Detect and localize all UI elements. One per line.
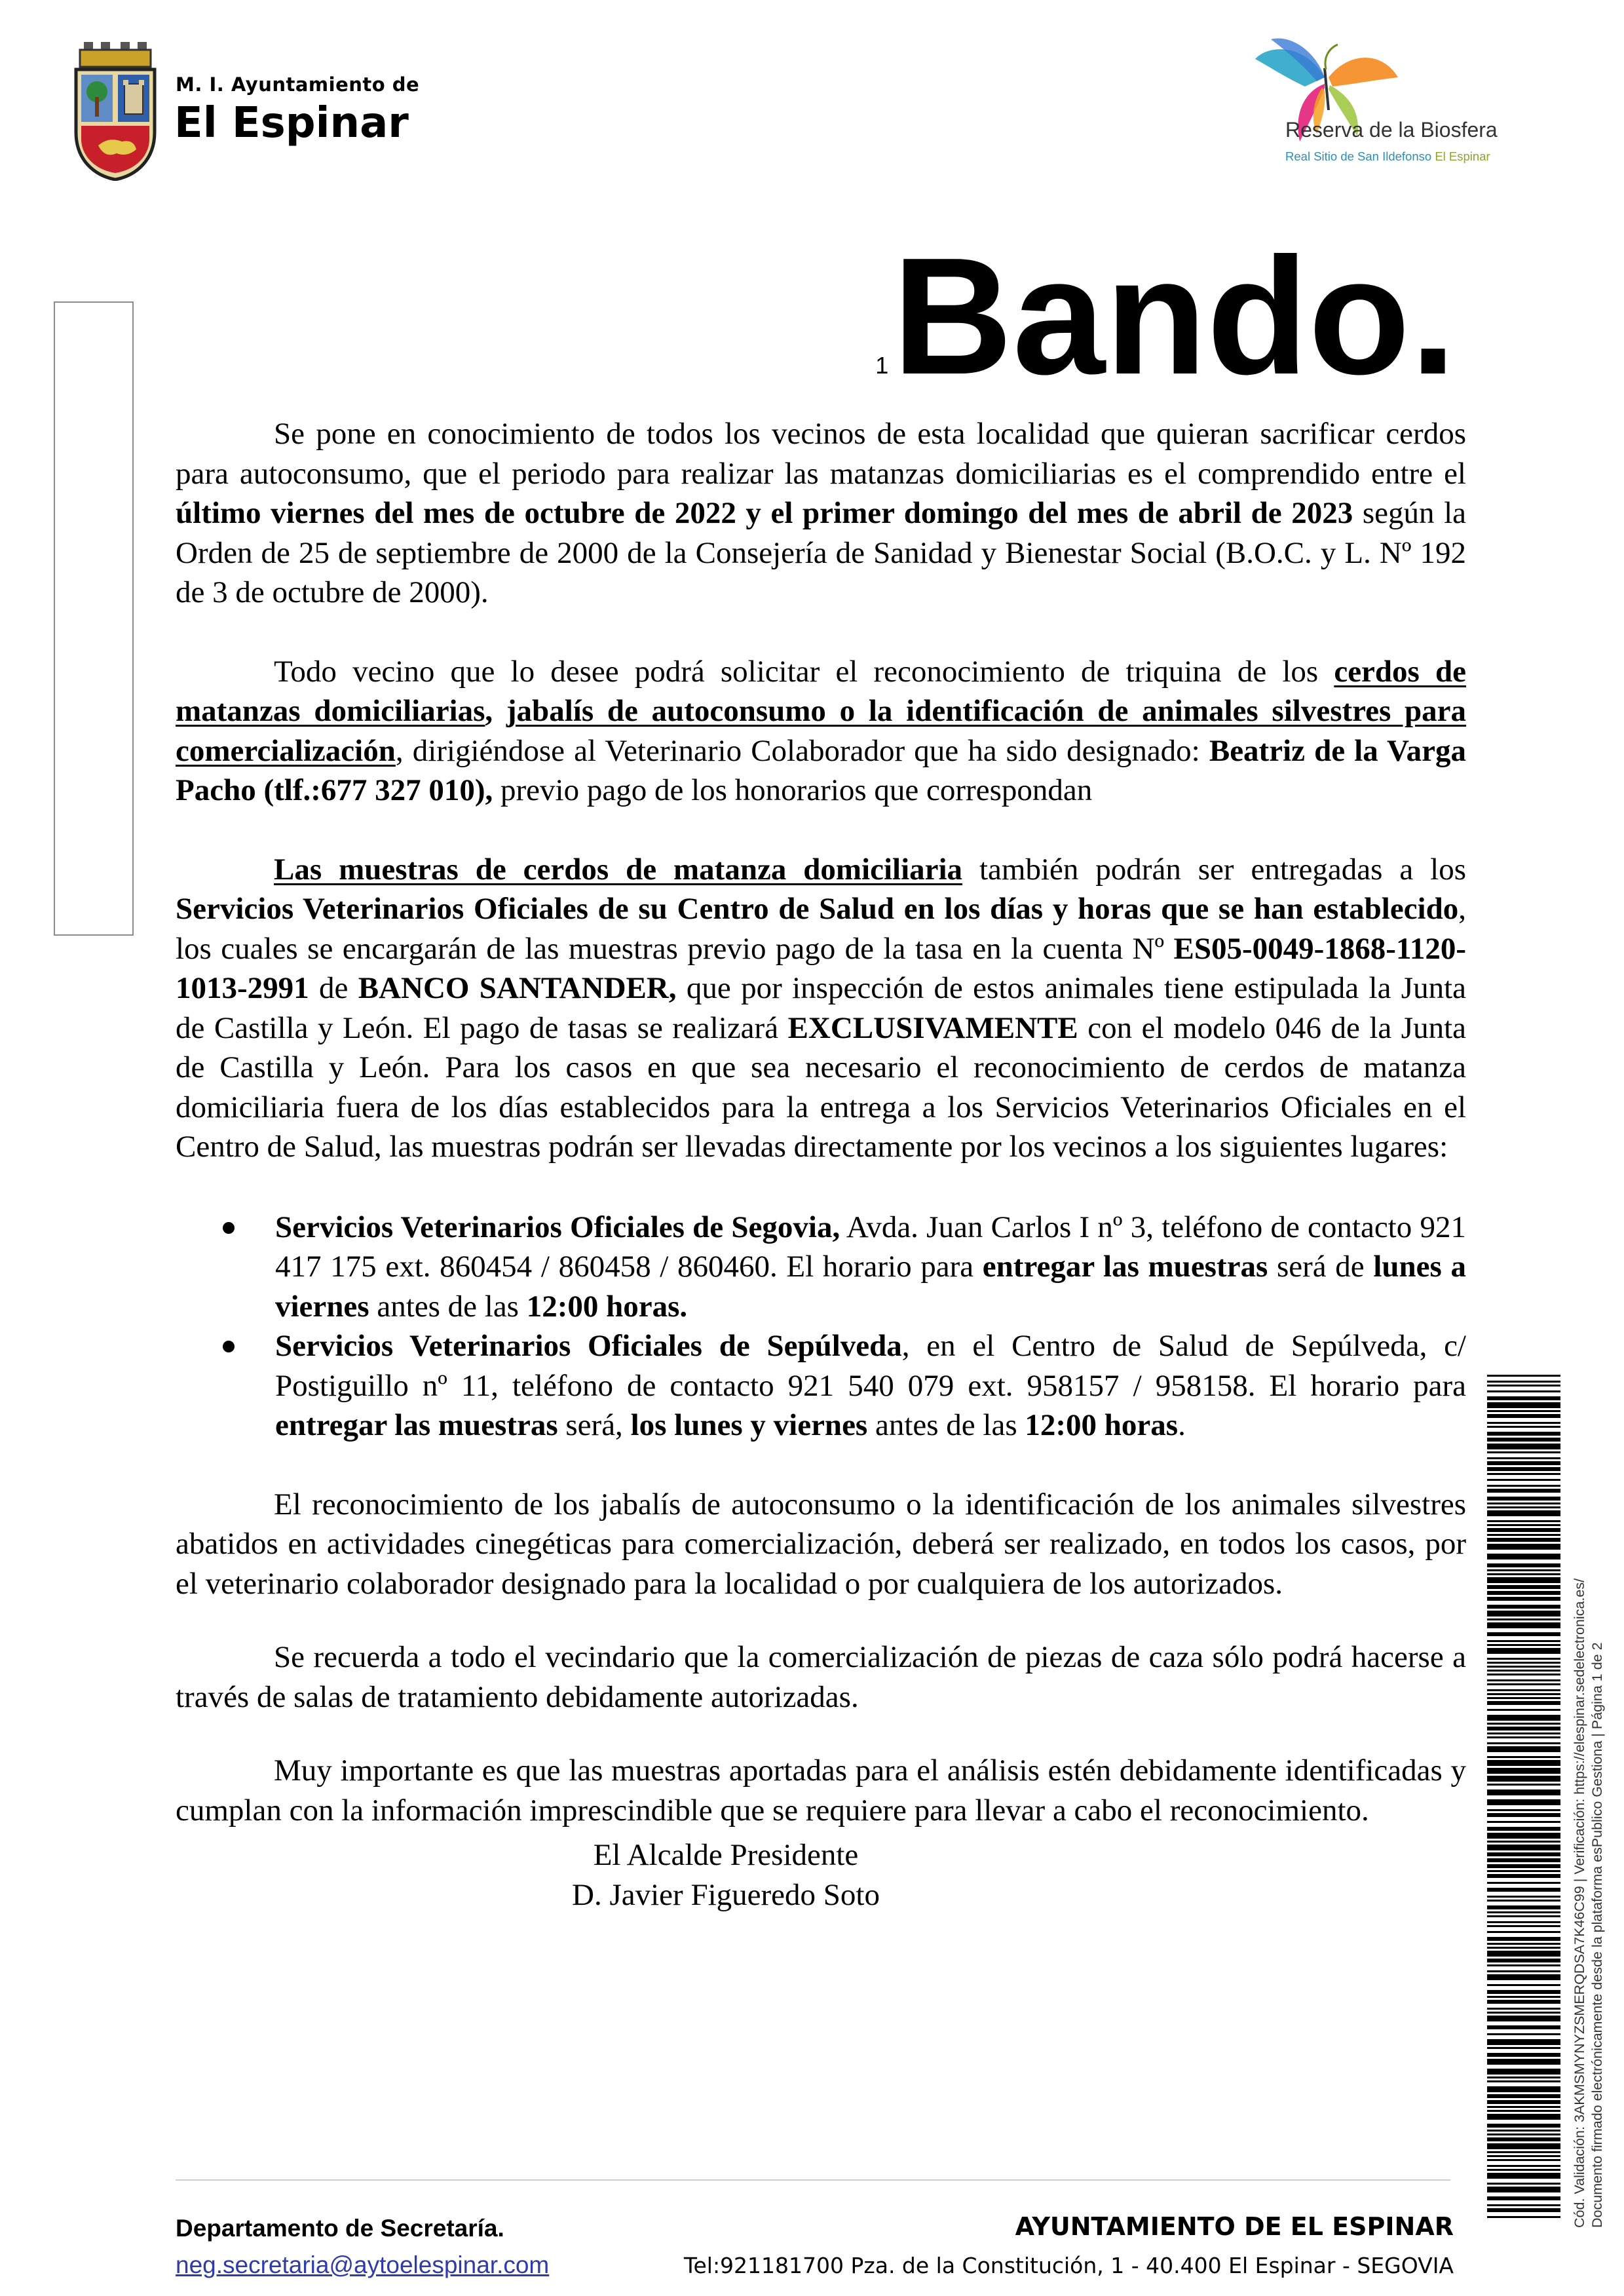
barcode-bar <box>1487 1732 1560 1734</box>
barcode-bar <box>1487 1520 1560 1522</box>
barcode-bar <box>1487 1896 1560 1898</box>
barcode-bar <box>1487 1996 1560 1998</box>
barcode-bar <box>1487 1697 1560 1699</box>
signature-block <box>464 1835 988 1915</box>
barcode-bar <box>1487 1959 1560 1962</box>
barcode-bar <box>1487 1723 1560 1725</box>
barcode-bar <box>1487 1943 1560 1945</box>
barcode-bar <box>1487 1736 1560 1738</box>
barcode-bar <box>1487 1632 1560 1636</box>
barcode-bar <box>1487 1683 1560 1685</box>
barcode-bar <box>1487 2133 1560 2135</box>
barcode-bar <box>1487 2110 1560 2112</box>
barcode-bar <box>1487 1414 1560 1418</box>
barcode-bar <box>1487 1591 1560 1595</box>
barcode-bar <box>1487 2204 1560 2206</box>
barcode-bar <box>1487 1674 1560 1675</box>
barcode-bar <box>1487 2159 1560 2161</box>
department-label: Departamento de Secretaría. <box>176 2215 504 2242</box>
barcode-bar <box>1487 2165 1560 2167</box>
barcode-bar <box>1487 1915 1560 1917</box>
barcode-bar <box>1487 1426 1560 1428</box>
barcode-bar <box>1487 2216 1560 2218</box>
barcode-bar <box>1487 1438 1560 1442</box>
list-item-segovia: Servicios Veterinarios Oficiales de Segovia, Avda. Juan Carlos I nº 3, teléfono de contacto 921 417 175 ext. 860454 / 860458 / 860460. El horario para entregar las muestras será de lunes a viernes antes de las 12:00 horas. <box>176 1208 1466 1327</box>
barcode-bar <box>1487 1666 1560 1668</box>
barcode-bar <box>1487 1833 1560 1839</box>
signer-role: El Alcalde Presidente <box>593 1838 859 1872</box>
barcode-bar <box>1487 2059 1560 2065</box>
barcode-bar <box>1487 1813 1560 1817</box>
barcode-bar <box>1487 1845 1560 1850</box>
barcode-bar <box>1487 1821 1560 1823</box>
biosphere-subtitle-place: Real Sitio de San Ildefonso <box>1285 149 1432 163</box>
barcode-bar <box>1487 1809 1560 1811</box>
barcode-bar <box>1487 1841 1560 1843</box>
barcode-bar <box>1487 1497 1560 1501</box>
barcode-bar <box>1487 1760 1560 1766</box>
biosphere-reserve-subtitle <box>1285 149 1490 164</box>
barcode-bar <box>1487 2130 1560 2132</box>
barcode-bar <box>1487 2151 1560 2153</box>
barcode-bar <box>1487 1870 1560 1872</box>
barcode-bar <box>1487 1396 1560 1400</box>
barcode-bar <box>1487 1611 1560 1617</box>
paragraph-wild-boar: El reconocimiento de los jabalís de autoconsumo o la identificación de los animales silvestres abatidos en actividades cinegéticas para comercialización, deberá ser realizado, en todos los casos, por el veterinario colaborador designado para la localidad o por cualquiera de los autorizados. <box>176 1487 1466 1601</box>
validation-barcode <box>1487 1375 1560 2220</box>
paragraph-slaughter-period: Se pone en conocimiento de todos los vecinos de esta localidad que quieran sacrificar cerdos para autoconsumo, que el periodo para realizar las matanzas domiciliarias es el comprendido entre el último viernes del mes de octubre de 2022 y el primer domingo del mes de abril de 2023 según la Orden de 25 de septiembre de 2000 de la Consejería de Sanidad y Bienestar Social (B.O.C. y L. Nº 192 de 3 de octubre de 2000). <box>176 417 1466 609</box>
barcode-bar <box>1487 2076 1560 2078</box>
barcode-bar <box>1487 1473 1560 1475</box>
barcode-bar <box>1487 1538 1560 1542</box>
signer-name: D. Javier Figueredo Soto <box>572 1877 880 1912</box>
barcode-bar <box>1487 1605 1560 1609</box>
el-espinar-coat-of-arms-logo <box>71 41 160 181</box>
barcode-bar <box>1487 1485 1560 1487</box>
barcode-bar <box>1487 2137 1560 2141</box>
barcode-bar <box>1487 2196 1560 2200</box>
barcode-bar <box>1487 1563 1560 1567</box>
barcode-bar <box>1487 1577 1560 1583</box>
barcode-bar <box>1487 1451 1560 1453</box>
town-hall-name: AYUNTAMIENTO DE EL ESPINAR <box>1015 2212 1454 2241</box>
barcode-bar <box>1487 1951 1560 1957</box>
barcode-bar <box>1487 1852 1560 1856</box>
barcode-bar <box>1487 2169 1560 2171</box>
barcode-bar <box>1487 2183 1560 2185</box>
barcode-bar <box>1487 1784 1560 1786</box>
barcode-bar <box>1487 2012 1560 2014</box>
barcode-bar <box>1487 1457 1560 1459</box>
barcode-bar <box>1487 1506 1560 1508</box>
validation-signature-line: Documento firmado electrónicamente desde la plataforma esPublico Gestiona | Página 1 de 2 <box>1589 1642 1605 2228</box>
contact-address: Tel:921181700 Pza. de la Constitución, 1 - 40.400 El Espinar - SEGOVIA <box>683 2253 1454 2278</box>
barcode-bar <box>1487 1585 1560 1589</box>
barcode-bar <box>1487 1381 1560 1383</box>
barcode-bar <box>1487 2100 1560 2104</box>
barcode-bar <box>1487 1727 1560 1731</box>
barcode-bar <box>1487 2187 1560 2192</box>
barcode-bar <box>1487 1658 1560 1660</box>
barcode-bar <box>1487 1385 1560 1387</box>
barcode-bar <box>1487 1900 1560 1902</box>
barcode-bar <box>1487 1410 1560 1412</box>
biosphere-reserve-title: Reserva de la Biosfera <box>1285 118 1498 142</box>
barcode-bar <box>1487 1467 1560 1471</box>
barcode-bar <box>1487 1984 1560 1986</box>
barcode-bar <box>1487 1402 1560 1408</box>
barcode-bar <box>1487 2143 1560 2149</box>
barcode-bar <box>1487 1931 1560 1933</box>
barcode-bar <box>1487 2208 1560 2212</box>
barcode-bar <box>1487 1799 1560 1805</box>
barcode-bar <box>1487 1618 1560 1620</box>
barcode-bar <box>1487 1554 1560 1559</box>
barcode-bar <box>1487 1648 1560 1654</box>
footer-divider <box>176 2179 1450 2181</box>
title-block <box>875 223 1456 409</box>
barcode-bar <box>1487 1864 1560 1868</box>
barcode-bar <box>1487 1715 1560 1721</box>
barcode-bar <box>1487 1422 1560 1424</box>
veterinary-services-list <box>176 1208 1466 1445</box>
barcode-bar <box>1487 1689 1560 1691</box>
barcode-bar <box>1487 1375 1560 1377</box>
barcode-bar <box>1487 2114 1560 2120</box>
barcode-bar <box>1487 2173 1560 2179</box>
barcode-bar <box>1487 1502 1560 1504</box>
barcode-bar <box>1487 1947 1560 1949</box>
municipality-name: El Espinar <box>174 99 409 147</box>
barcode-bar <box>1487 1921 1560 1923</box>
registry-stamp-box <box>54 301 134 936</box>
barcode-bar <box>1487 1974 1560 1980</box>
barcode-bar <box>1487 1679 1560 1681</box>
barcode-bar <box>1487 2155 1560 2157</box>
barcode-bar <box>1487 2106 1560 2108</box>
barcode-bar <box>1487 1479 1560 1481</box>
barcode-bar <box>1487 1742 1560 1744</box>
barcode-bar <box>1487 1827 1560 1831</box>
barcode-bar <box>1487 1524 1560 1526</box>
paragraph-game-meat: Se recuerda a todo el vecindario que la comercialización de piezas de caza sólo podrá hacerse a través de salas de tratamiento debidamente autorizadas. <box>176 1640 1466 1714</box>
paragraph-sample-delivery: Las muestras de cerdos de matanza domiciliaria también podrán ser entregadas a los Servicios Veterinarios Oficiales de su Centro de Salud en los días y horas que se han establecido, los cuales se encargarán de las muestras previo pago de la tasa en la cuenta Nº ES05-0049-1868-1120-1013-2991 de BANCO SANTANDER, que por inspección de estos animales tiene estipulada la Junta de Castilla y León. El pago de tasas se realizará EXCLUSIVAMENTE con el modelo 046 de la Junta de Castilla y León. Para los casos en que sea necesario el reconocimiento de cerdos de matanza domiciliaria fuera de los días establecidos para la entrega a los Servicios Veterinarios Oficiales en el Centro de Salud, las muestras podrán ser llevadas directamente por los vecinos a los siguientes lugares: <box>176 852 1467 1164</box>
barcode-bar <box>1487 1882 1560 1884</box>
barcode-bar <box>1487 1489 1560 1493</box>
barcode-bar <box>1487 1776 1560 1782</box>
barcode-bar <box>1487 2094 1560 2098</box>
barcode-bar <box>1487 1874 1560 1878</box>
barcode-bar <box>1487 1701 1560 1705</box>
barcode-bar <box>1487 1937 1560 1941</box>
validation-code-line: Cód. Validación: 3AKMSMYNYZSMERQDSA7K46C99 | Verificación: https://elespinar.sedelectronica.es/ <box>1572 1578 1587 2228</box>
barcode-bar <box>1487 2069 1560 2075</box>
biosphere-subtitle-town: El Espinar <box>1435 149 1490 163</box>
barcode-bar <box>1487 1534 1560 1536</box>
barcode-bar <box>1487 2033 1560 2035</box>
barcode-bar <box>1487 1888 1560 1892</box>
barcode-bar <box>1487 1990 1560 1994</box>
barcode-bar <box>1487 1858 1560 1862</box>
barcode-bar <box>1487 1544 1560 1550</box>
barcode-bar <box>1487 1709 1560 1711</box>
barcode-bar <box>1487 1905 1560 1909</box>
barcode-bar <box>1487 1756 1560 1758</box>
barcode-bar <box>1487 1789 1560 1795</box>
footnote-marker: 1 <box>875 352 889 379</box>
barcode-bar <box>1487 1970 1560 1972</box>
list-item-sepulveda: Servicios Veterinarios Oficiales de Sepúlveda, en el Centro de Salud de Sepúlveda, c/ Postiguillo nº 11, teléfono de contacto 921 540 079 ext. 958157 / 958158. El horario para entregar las muestras será, los lunes y viernes antes de las 12:00 horas. <box>176 1326 1466 1445</box>
barcode-bar <box>1487 1693 1560 1695</box>
barcode-bar <box>1487 1432 1560 1436</box>
barcode-bar <box>1487 1622 1560 1628</box>
paragraph-trichina-inspection: Todo vecino que lo desee podrá solicitar el reconocimiento de triquina de los cerdos de matanzas domiciliarias, jabalís de autoconsumo o la identificación de animales silvestres para comercialización, dirigiéndose al Veterinario Colaborador que ha sido designado: Beatriz de la Varga Pacho (tlf.:677 327 010), previo pago de los honorarios que correspondan <box>176 654 1467 807</box>
barcode-bar <box>1487 1768 1560 1774</box>
barcode-bar <box>1487 1964 1560 1966</box>
validation-text <box>1571 1363 1606 2228</box>
barcode-bar <box>1487 1444 1560 1449</box>
barcode-bar <box>1487 2047 1560 2049</box>
barcode-bar <box>1487 2080 1560 2082</box>
barcode-bar <box>1487 1390 1560 1392</box>
barcode-bar <box>1487 1510 1560 1516</box>
email-link[interactable]: neg.secretaria@aytoelespinar.com <box>176 2251 550 2278</box>
barcode-bar <box>1487 1670 1560 1672</box>
barcode-bar <box>1487 1640 1560 1642</box>
barcode-bar <box>1487 1911 1560 1913</box>
paragraph-sample-identification: Muy importante es que las muestras aportadas para el análisis estén debidamente identificadas y cumplan con la información imprescindible que se requiere para llevar a cabo el reconocimiento. <box>176 1753 1466 1827</box>
barcode-bar <box>1487 2039 1560 2045</box>
barcode-bar <box>1487 2008 1560 2010</box>
barcode-bar <box>1487 1597 1560 1601</box>
municipality-label: M. I. Ayuntamiento de <box>176 73 420 96</box>
barcode-bar <box>1487 1573 1560 1575</box>
barcode-bar <box>1487 1746 1560 1752</box>
barcode-bar <box>1487 2124 1560 2128</box>
barcode-bar <box>1487 1461 1560 1465</box>
barcode-bar <box>1487 2016 1560 2021</box>
barcode-bar <box>1487 1644 1560 1646</box>
barcode-bar <box>1487 1925 1560 1927</box>
barcode-bar <box>1487 1528 1560 1532</box>
barcode-bar <box>1487 1569 1560 1571</box>
barcode-bar <box>1487 2053 1560 2057</box>
document-body <box>176 414 1466 1915</box>
barcode-bar <box>1487 2000 1560 2004</box>
document-title: Bando. <box>892 223 1456 409</box>
barcode-bar <box>1487 2086 1560 2092</box>
barcode-bar <box>1487 1662 1560 1664</box>
barcode-bar <box>1487 2025 1560 2029</box>
